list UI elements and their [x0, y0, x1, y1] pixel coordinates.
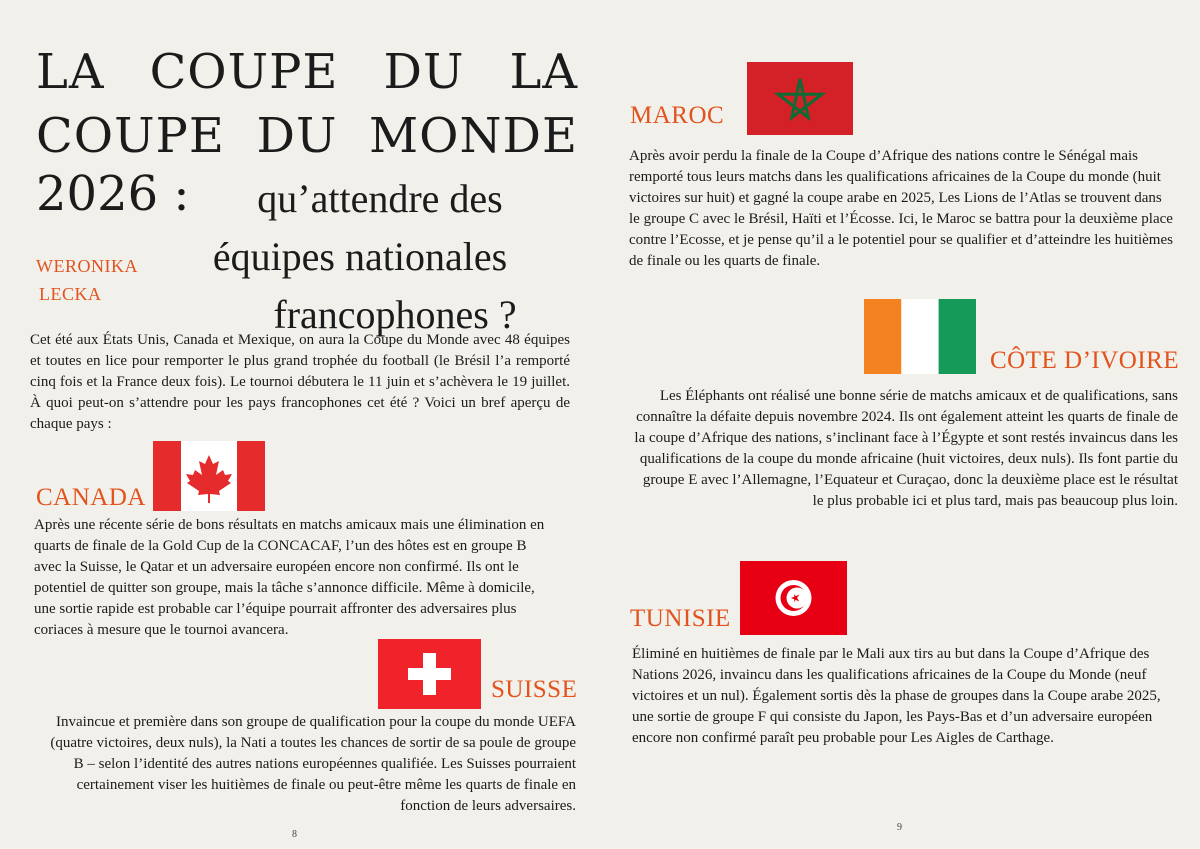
suisse-paragraph: Invaincue et première dans son groupe de qualification pour la coupe du monde UEFA (quatre victoires, deux nuls), la Nati a toutes les chances de sortir de sa poule de groupe B – selon l’identité des autres nations européennes qualifiée. Les Suisses pourraient certainement viser les huitièmes de finale ou peut-être même les quarts de finale en fonction de leurs adversaires. — [50, 714, 576, 814]
canada-heading: CANADA — [36, 484, 146, 511]
article-subtitle — [150, 170, 570, 344]
author-first-name: WERONIKA — [36, 256, 138, 276]
intro-paragraph: Cet été aux États Unis, Canada et Mexique, on aura la Coupe du Monde avec 48 équipes et toutes en lice pour remporter le plus grand trophée du football (le Brésil l’a remporté cinq fois et la France deux fois). Le tournoi débutera le 11 juin et s’achèvera le 19 juillet. À quoi peut-on s’attendre pour les pays francophones cet été ? Voici un bref aperçu de chaque pays : — [30, 332, 570, 432]
tunisia-flag — [740, 561, 847, 635]
page-number-left: 8 — [292, 829, 297, 840]
tunisie-paragraph: Éliminé en huitièmes de finale par le Mali aux tirs au but dans la Coupe d’Afrique des Nations 2026, invaincu dans les qualifications africaines de la Coupe du Monde (neuf victoires et un nul). Également sortis dès la phase de groupes dans la Coupe arabe 2025, une sortie de groupe F qui consiste du Japon, les Pays-Bas et d’un adversaire européen encore non confirmé paraît peu probable pour Les Aigles de Carthage. — [632, 646, 1161, 746]
title-line-1: LA COUPE DU LA — [36, 44, 578, 100]
subtitle-line-2: équipes nationales — [212, 234, 508, 279]
author-byline — [36, 252, 146, 308]
subtitle-line-3: francophones ? — [273, 292, 517, 337]
canada-paragraph: Après une récente série de bons résultats en matchs amicaux mais une élimination en quarts de finale de la Gold Cup de la CONCACAF, l’un des hôtes est en groupe B avec la Suisse, le Qatar et un adversaire européen encore non confirmé. Ils ont le potentiel de quitter son groupe, mais la tâche s’annonce difficile. Même à domicile, une sortie rapide est probable car l’équipe pourrait affronter des adversaires plus coriaces à mesure que le tournoi avancera. — [34, 517, 545, 638]
morocco-flag — [747, 62, 853, 135]
suisse-heading: SUISSE — [491, 676, 578, 703]
maroc-heading: MAROC — [630, 102, 725, 129]
page-number-right: 9 — [897, 822, 902, 833]
switzerland-flag — [378, 639, 481, 709]
title-line-3: 2026 : — [36, 166, 190, 222]
subtitle-line-1: qu’attendre des — [257, 176, 503, 221]
canada-flag — [153, 441, 265, 511]
article-title — [36, 40, 578, 168]
author-last-name: LECKA — [39, 284, 102, 304]
title-line-2: COUPE DU MONDE — [36, 108, 578, 164]
ivory-coast-flag — [864, 299, 976, 374]
tunisie-heading: TUNISIE — [630, 605, 731, 632]
cote-divoire-paragraph: Les Éléphants ont réalisé une bonne série de matchs amicaux et de qualifications, sans connaître la défaite depuis novembre 2024. Ils ont également atteint les quarts de finale de la coupe d’Afrique des nations, s’inclinant face à l’Égypte et sont restés invaincus dans les qualifications de la coupe du monde africaine (huit victoires, deux nuls). Ils font partie du groupe E avec l’Allemagne, l’Equateur et Curaçao, donc la deuxième place est le résultat le plus probable ici et plus tard, mais pas beaucoup plus loin. — [634, 388, 1178, 509]
cote-divoire-heading: CÔTE D’IVOIRE — [990, 347, 1180, 374]
maroc-paragraph: Après avoir perdu la finale de la Coupe d’Afrique des nations contre le Sénégal mais remporté tous leurs matchs dans les qualifications africaines de la Coupe du monde (huit victoires sur huit) et gagné la coupe arabe en 2025, Les Lions de l’Atlas se trouvent dans le groupe C avec le Brésil, Haïti et l’Écosse. Ici, le Maroc se battra pour la deuxième place contre l’Ecosse, et je pense qu’il a le potentiel pour se qualifier et d’atteindre les huitièmes de finale ou les quarts de finale. — [629, 148, 1173, 269]
